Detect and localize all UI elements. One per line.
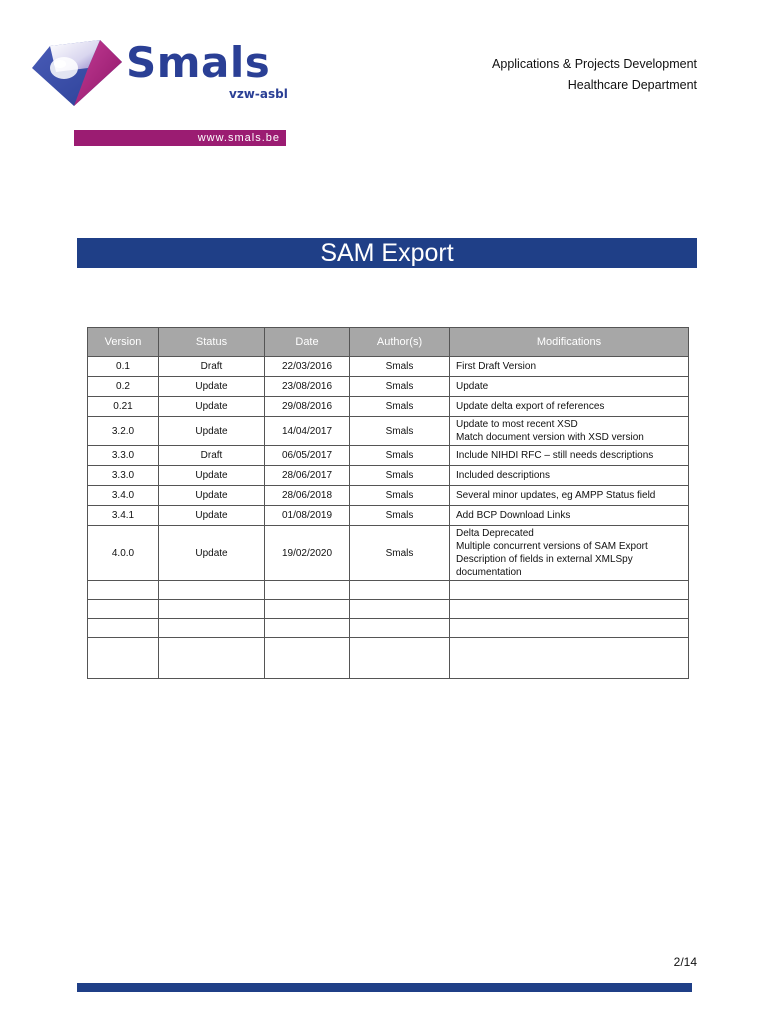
cell-status: Draft bbox=[159, 357, 265, 377]
cell-modifications bbox=[450, 526, 689, 581]
header-date: Date bbox=[265, 328, 350, 357]
cell-date: 19/02/2020 bbox=[265, 526, 350, 581]
cell-date: 22/03/2016 bbox=[265, 357, 350, 377]
empty-table-row bbox=[88, 619, 689, 638]
dept-line-2: Healthcare Department bbox=[567, 78, 697, 92]
cell-status: Update bbox=[159, 486, 265, 506]
cell-modifications bbox=[450, 446, 689, 466]
cell-author: Smals bbox=[350, 397, 450, 417]
empty-cell bbox=[450, 619, 689, 638]
cell-version: 0.21 bbox=[88, 397, 159, 417]
cell-modifications bbox=[450, 397, 689, 417]
empty-cell bbox=[88, 619, 159, 638]
cell-status: Update bbox=[159, 466, 265, 486]
mod-line: Multiple concurrent versions of SAM Export bbox=[456, 541, 648, 552]
table-row bbox=[88, 397, 689, 417]
empty-cell bbox=[265, 638, 350, 679]
cell-author: Smals bbox=[350, 377, 450, 397]
mod-line: Update bbox=[456, 381, 489, 392]
empty-cell bbox=[265, 581, 350, 600]
empty-cell bbox=[159, 600, 265, 619]
department-info bbox=[492, 54, 697, 96]
cell-author: Smals bbox=[350, 506, 450, 526]
cell-version: 0.2 bbox=[88, 377, 159, 397]
logo-subtext: vzw-asbl bbox=[229, 87, 288, 101]
table-row bbox=[88, 446, 689, 466]
cell-date: 14/04/2017 bbox=[265, 417, 350, 446]
header-authors: Author(s) bbox=[350, 328, 450, 357]
version-history-table bbox=[87, 327, 689, 679]
empty-cell bbox=[88, 638, 159, 679]
mod-line: Delta Deprecated bbox=[456, 528, 534, 539]
cell-version: 4.0.0 bbox=[88, 526, 159, 581]
empty-cell bbox=[159, 638, 265, 679]
empty-table-row bbox=[88, 600, 689, 619]
table-row bbox=[88, 506, 689, 526]
cell-status: Draft bbox=[159, 446, 265, 466]
empty-cell bbox=[350, 619, 450, 638]
table-row bbox=[88, 357, 689, 377]
cell-modifications bbox=[450, 486, 689, 506]
cell-author: Smals bbox=[350, 417, 450, 446]
page-number: 2/14 bbox=[673, 955, 697, 969]
cell-status: Update bbox=[159, 417, 265, 446]
mod-line: Description of fields in external XMLSpy bbox=[456, 554, 633, 565]
empty-table-row bbox=[88, 581, 689, 600]
cell-author: Smals bbox=[350, 526, 450, 581]
cell-version: 3.4.1 bbox=[88, 506, 159, 526]
mod-line: Update delta export of references bbox=[456, 401, 605, 412]
empty-cell bbox=[450, 638, 689, 679]
table-header-row bbox=[88, 328, 689, 357]
cell-author: Smals bbox=[350, 357, 450, 377]
mod-line: First Draft Version bbox=[456, 361, 537, 372]
cell-status: Update bbox=[159, 526, 265, 581]
cell-modifications bbox=[450, 417, 689, 446]
cell-modifications bbox=[450, 377, 689, 397]
cell-version: 3.3.0 bbox=[88, 466, 159, 486]
smals-logo bbox=[30, 38, 290, 112]
website-link[interactable]: www.smals.be bbox=[74, 130, 286, 146]
empty-cell bbox=[88, 600, 159, 619]
mod-line: Included descriptions bbox=[456, 470, 550, 481]
mod-line: Several minor updates, eg AMPP Status field bbox=[456, 490, 656, 501]
cell-date: 01/08/2019 bbox=[265, 506, 350, 526]
header-version: Version bbox=[88, 328, 159, 357]
cell-version: 0.1 bbox=[88, 357, 159, 377]
cell-modifications bbox=[450, 506, 689, 526]
empty-table-row bbox=[88, 638, 689, 679]
cell-author: Smals bbox=[350, 486, 450, 506]
cell-date: 29/08/2016 bbox=[265, 397, 350, 417]
cell-modifications bbox=[450, 466, 689, 486]
header-modifications: Modifications bbox=[450, 328, 689, 357]
table-row bbox=[88, 466, 689, 486]
cell-date: 23/08/2016 bbox=[265, 377, 350, 397]
mod-line: Update to most recent XSD bbox=[456, 419, 578, 430]
cell-modifications bbox=[450, 357, 689, 377]
empty-cell bbox=[350, 638, 450, 679]
document-title: SAM Export bbox=[77, 238, 697, 268]
cell-date: 06/05/2017 bbox=[265, 446, 350, 466]
cell-author: Smals bbox=[350, 466, 450, 486]
empty-cell bbox=[450, 600, 689, 619]
cell-status: Update bbox=[159, 397, 265, 417]
table-row bbox=[88, 486, 689, 506]
mod-line: Match document version with XSD version bbox=[456, 432, 644, 443]
mod-line: Include NIHDI RFC – still needs descriptions bbox=[456, 450, 654, 461]
footer-bar bbox=[77, 983, 692, 992]
empty-cell bbox=[88, 581, 159, 600]
table-row bbox=[88, 377, 689, 397]
cell-status: Update bbox=[159, 506, 265, 526]
cell-status: Update bbox=[159, 377, 265, 397]
smals-diamond-icon bbox=[30, 38, 126, 108]
cell-date: 28/06/2018 bbox=[265, 486, 350, 506]
empty-cell bbox=[350, 600, 450, 619]
header-status: Status bbox=[159, 328, 265, 357]
mod-line: documentation bbox=[456, 567, 522, 578]
empty-cell bbox=[350, 581, 450, 600]
dept-line-1: Applications & Projects Development bbox=[492, 57, 697, 71]
cell-version: 3.2.0 bbox=[88, 417, 159, 446]
cell-version: 3.3.0 bbox=[88, 446, 159, 466]
logo-wordmark: Smals bbox=[126, 38, 271, 87]
empty-cell bbox=[265, 600, 350, 619]
empty-cell bbox=[159, 581, 265, 600]
empty-cell bbox=[159, 619, 265, 638]
empty-cell bbox=[450, 581, 689, 600]
cell-date: 28/06/2017 bbox=[265, 466, 350, 486]
mod-line: Add BCP Download Links bbox=[456, 510, 571, 521]
empty-cell bbox=[265, 619, 350, 638]
cell-author: Smals bbox=[350, 446, 450, 466]
cell-version: 3.4.0 bbox=[88, 486, 159, 506]
table-row bbox=[88, 526, 689, 581]
table-row bbox=[88, 417, 689, 446]
